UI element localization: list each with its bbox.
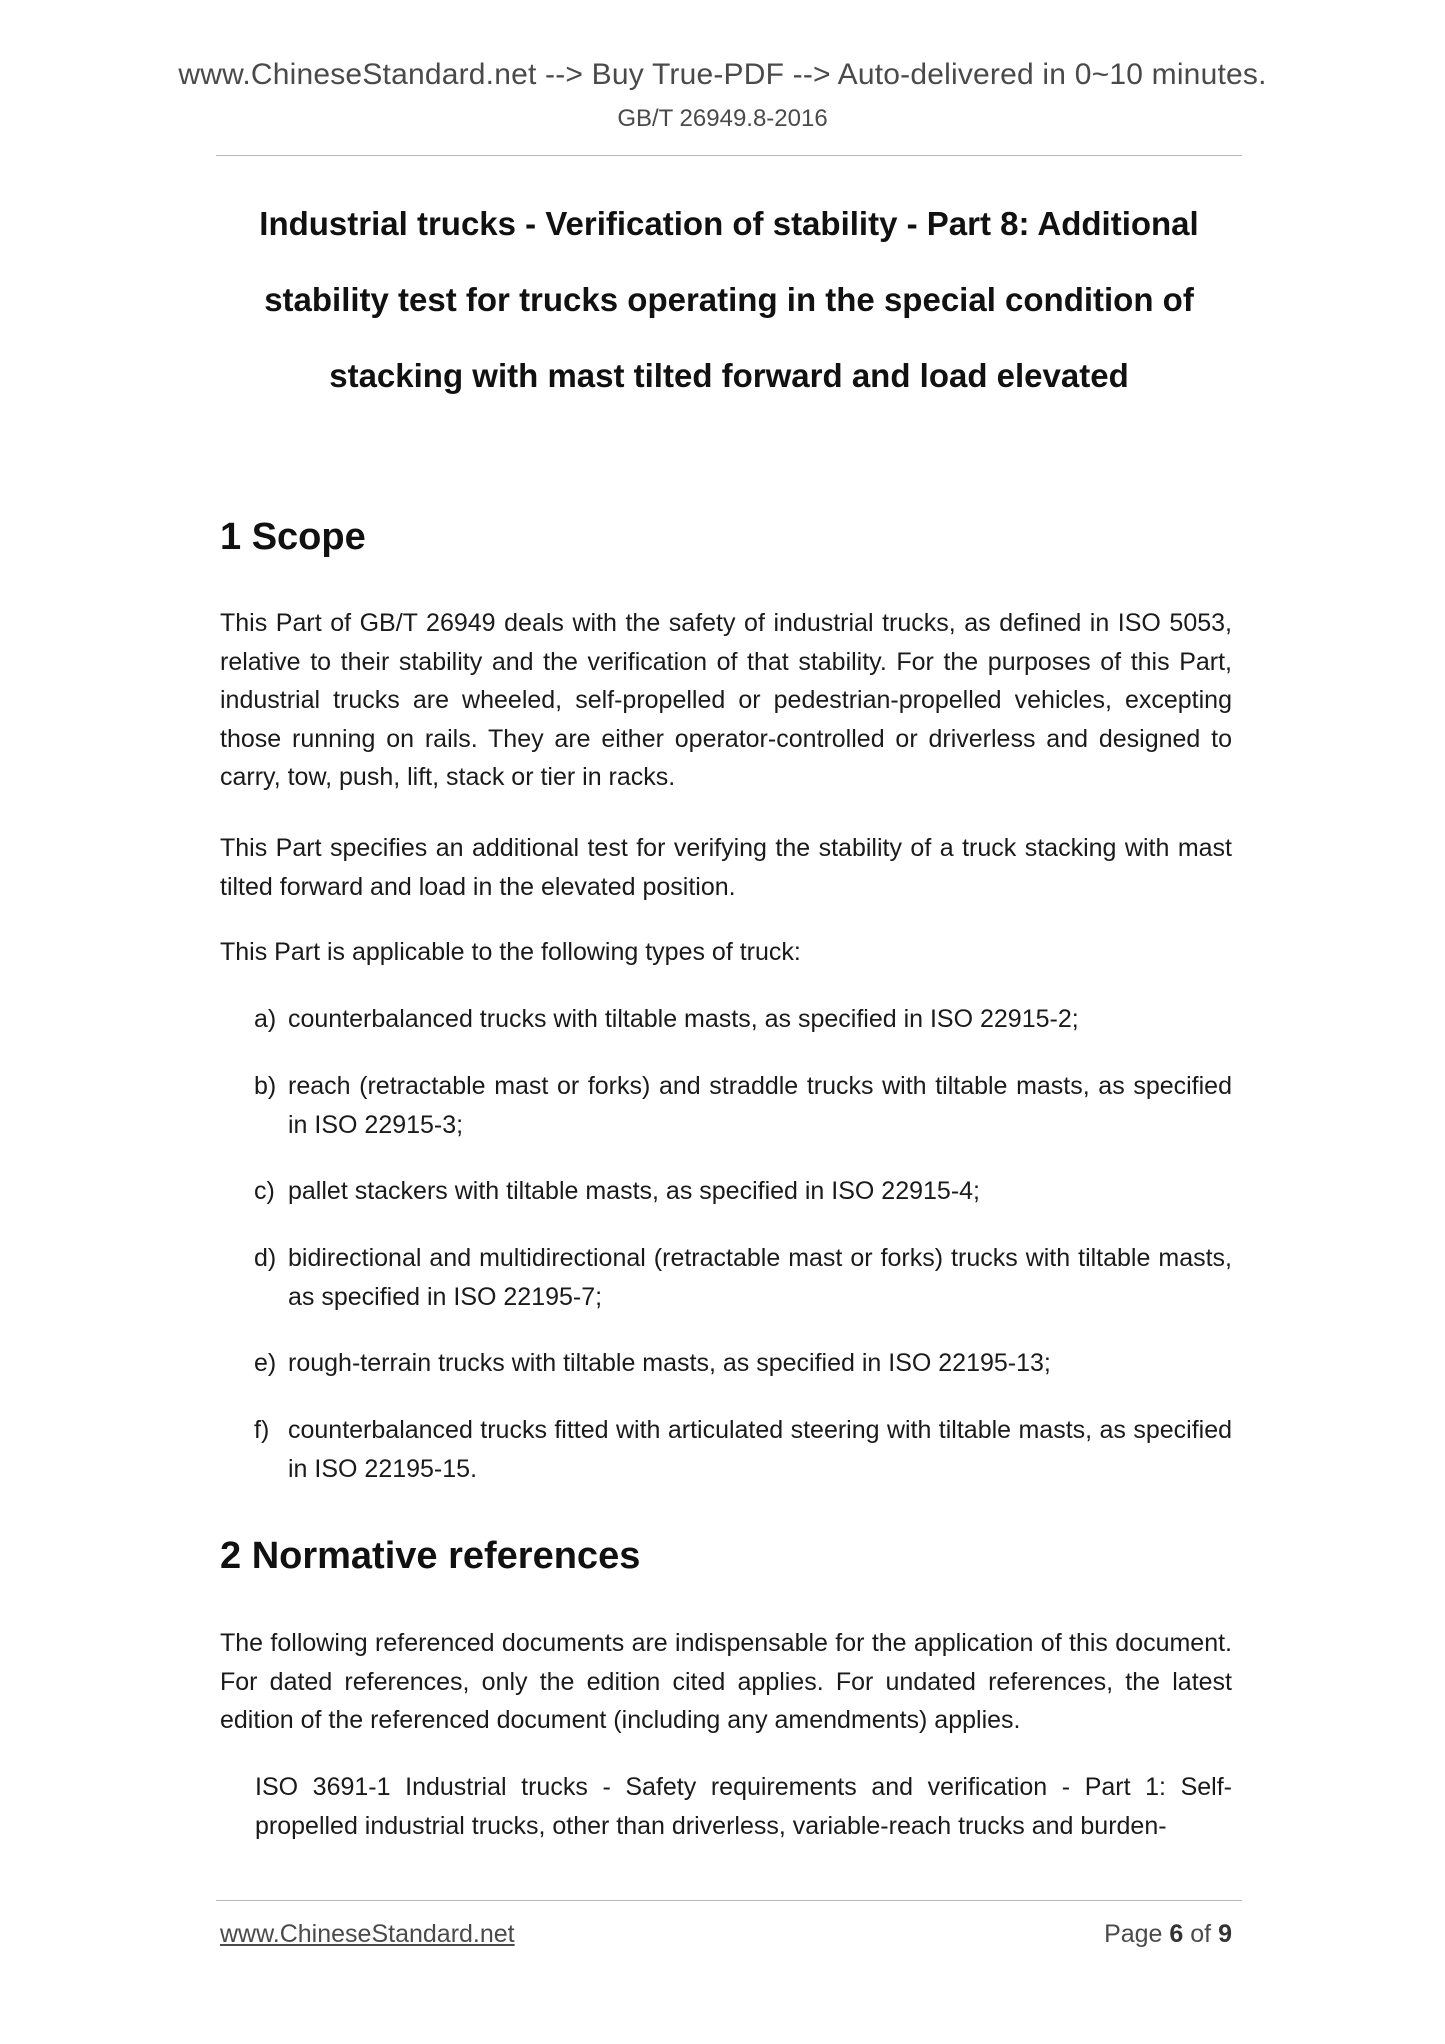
section-heading-scope: 1 Scope [220,516,366,558]
title-line: stability test for trucks operating in the special condition of [264,281,1194,318]
scope-paragraph-3: This Part is applicable to the following types of truck: [220,938,801,966]
list-item [220,1000,1232,1039]
list-marker: a) [254,1005,277,1033]
list-item [220,1411,1232,1488]
page-indicator [1104,1920,1232,1949]
reference-entry: ISO 3691-1 Industrial trucks - Safety requirements and verification - Part 1: Self-propelled industrial trucks, other than driverless, variable-reach trucks and burden- [255,1773,1232,1840]
list-item-text: reach (retractable mast or forks) and straddle trucks with tiltable masts, as specified in ISO 22915-3; [288,1072,1232,1139]
list-marker: b) [254,1072,277,1100]
list-item [220,1172,1232,1211]
list-item-text: pallet stackers with tiltable masts, as specified in ISO 22915-4; [288,1177,980,1205]
header-banner: www.ChineseStandard.net --> Buy True-PDF --> Auto-delivered in 0~10 minutes. [178,58,1267,91]
header-divider [216,155,1242,156]
list-item [220,1239,1232,1316]
list-marker: e) [254,1349,277,1377]
list-item [220,1067,1232,1144]
section-heading-normative-references: 2 Normative references [220,1535,641,1577]
scope-paragraph-2: This Part specifies an additional test for verifying the stability of a truck stacking with mast tilted forward and load in the elevated position. [220,834,1232,901]
title-line: Industrial trucks - Verification of stability - Part 8: Additional [259,205,1199,242]
total-pages-number: 9 [1218,1920,1232,1948]
scope-paragraph-1: This Part of GB/T 26949 deals with the safety of industrial trucks, as defined in ISO 5053, relative to their stability and the verification of that stability. For the purposes of this Part, industrial trucks are wheeled, self-propelled or pedestrian-propelled vehicles, excepting those running on rails. They are either operator-controlled or driverless and designed to carry, tow, push, lift, stack or tier in racks. [220,609,1232,791]
normative-paragraph: The following referenced documents are indispensable for the application of this document. For dated references, only the edition cited applies. For undated references, the latest edition of the referenced document (including any amendments) applies. [220,1629,1232,1734]
page-prefix: Page [1104,1920,1163,1948]
list-marker: f) [254,1416,270,1444]
list-marker: d) [254,1244,277,1272]
footer-site-link[interactable]: www.ChineseStandard.net [220,1920,515,1948]
footer-divider [216,1900,1242,1901]
title-line: stacking with mast tilted forward and load elevated [329,357,1129,394]
list-item-text: bidirectional and multidirectional (retractable mast or forks) trucks with tiltable masts, as specified in ISO 22195-7; [288,1244,1232,1311]
list-item-text: rough-terrain trucks with tiltable masts, as specified in ISO 22195-13; [288,1349,1051,1377]
document-title [216,186,1242,414]
list-item-text: counterbalanced trucks with tiltable masts, as specified in ISO 22915-2; [288,1005,1079,1033]
standard-code: GB/T 26949.8-2016 [617,105,828,132]
list-marker: c) [254,1177,275,1205]
current-page-number: 6 [1169,1920,1184,1948]
list-item [220,1344,1232,1383]
list-item-text: counterbalanced trucks fitted with articulated steering with tiltable masts, as specified in ISO 22195-15. [288,1416,1232,1483]
page-of: of [1190,1920,1212,1948]
